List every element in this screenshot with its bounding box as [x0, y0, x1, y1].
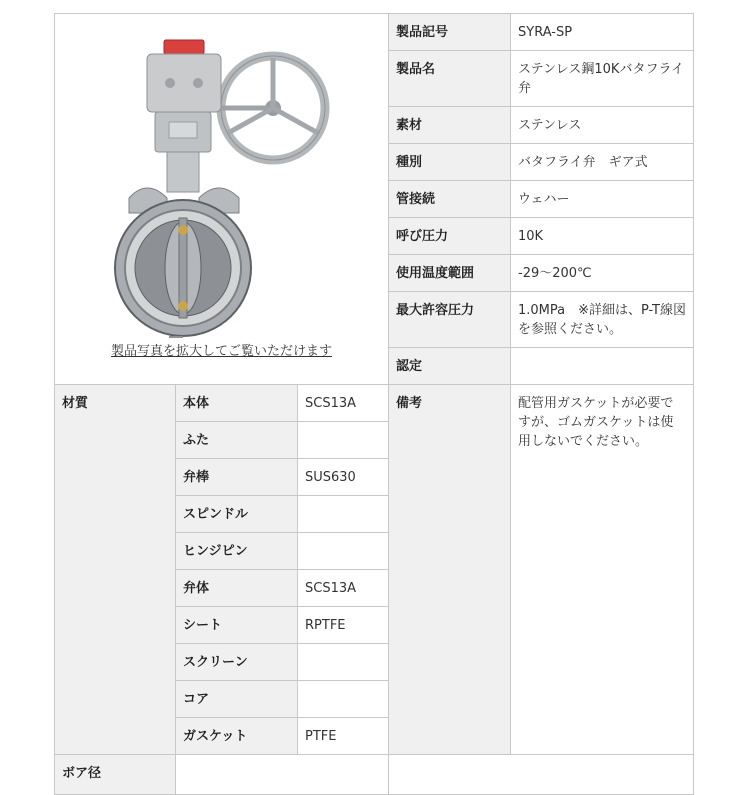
material-part-name: 弁体	[176, 570, 298, 607]
material-part-value	[298, 533, 389, 570]
spec-label: 呼び圧力	[389, 218, 511, 255]
spec-value: 10K	[511, 218, 694, 255]
spec-value: ステンレス鋼10Kバタフライ弁	[511, 51, 694, 107]
material-part-value: RPTFE	[298, 607, 389, 644]
material-part-value	[298, 681, 389, 718]
spec-label: 認定	[389, 348, 511, 385]
spec-label: 素材	[389, 107, 511, 144]
spec-value: 1.0MPa ※詳細は、P-T線図を参照ください。	[511, 292, 694, 348]
spec-value: ウェハー	[511, 181, 694, 218]
remarks-value	[511, 385, 694, 755]
material-part-name: スクリーン	[176, 644, 298, 681]
material-part-value: SCS13A	[298, 570, 389, 607]
material-label: 材質	[55, 385, 176, 755]
spec-row-product-code	[55, 14, 694, 51]
product-spec-table	[54, 13, 694, 795]
material-part-value	[298, 644, 389, 681]
indicator-handle	[164, 40, 204, 54]
spec-label: 種別	[389, 144, 511, 181]
enlarge-photo-link[interactable]: 製品写真を拡大してご覧いただけます	[110, 344, 332, 359]
bore-label: ボア径	[55, 755, 176, 795]
product-photo-cell	[55, 14, 389, 385]
spec-value: SYRA-SP	[511, 14, 694, 51]
butterfly-valve-photo[interactable]	[107, 38, 337, 338]
material-part-value	[298, 496, 389, 533]
material-row	[55, 385, 694, 422]
spec-label: 管接続	[389, 181, 511, 218]
material-part-name: コア	[176, 681, 298, 718]
material-part-value: SCS13A	[298, 385, 389, 422]
bore-value	[176, 755, 389, 795]
spec-value: ステンレス	[511, 107, 694, 144]
material-part-name: 本体	[176, 385, 298, 422]
material-part-name: 弁棒	[176, 459, 298, 496]
spec-value	[511, 348, 694, 385]
material-part-name: スピンドル	[176, 496, 298, 533]
material-part-name: ヒンジピン	[176, 533, 298, 570]
bore-row	[55, 755, 694, 795]
spec-label: 製品記号	[389, 14, 511, 51]
material-part-name: シート	[176, 607, 298, 644]
material-part-name: ガスケット	[176, 718, 298, 755]
gearbox	[147, 54, 221, 112]
remarks-text: 配管用ガスケットが必要ですが、ゴムガスケットは使用しないでください。	[518, 396, 674, 449]
bore-extra	[389, 755, 694, 795]
remarks-label: 備考	[389, 385, 511, 755]
spec-value: -29～200℃	[511, 255, 694, 292]
spec-label: 使用温度範囲	[389, 255, 511, 292]
spec-value: バタフライ弁 ギア式	[511, 144, 694, 181]
material-part-value	[298, 422, 389, 459]
material-part-name: ふた	[176, 422, 298, 459]
material-part-value: SUS630	[298, 459, 389, 496]
material-part-value: PTFE	[298, 718, 389, 755]
spec-label: 最大許容圧力	[389, 292, 511, 348]
spec-label: 製品名	[389, 51, 511, 107]
handwheel-icon	[217, 56, 325, 160]
